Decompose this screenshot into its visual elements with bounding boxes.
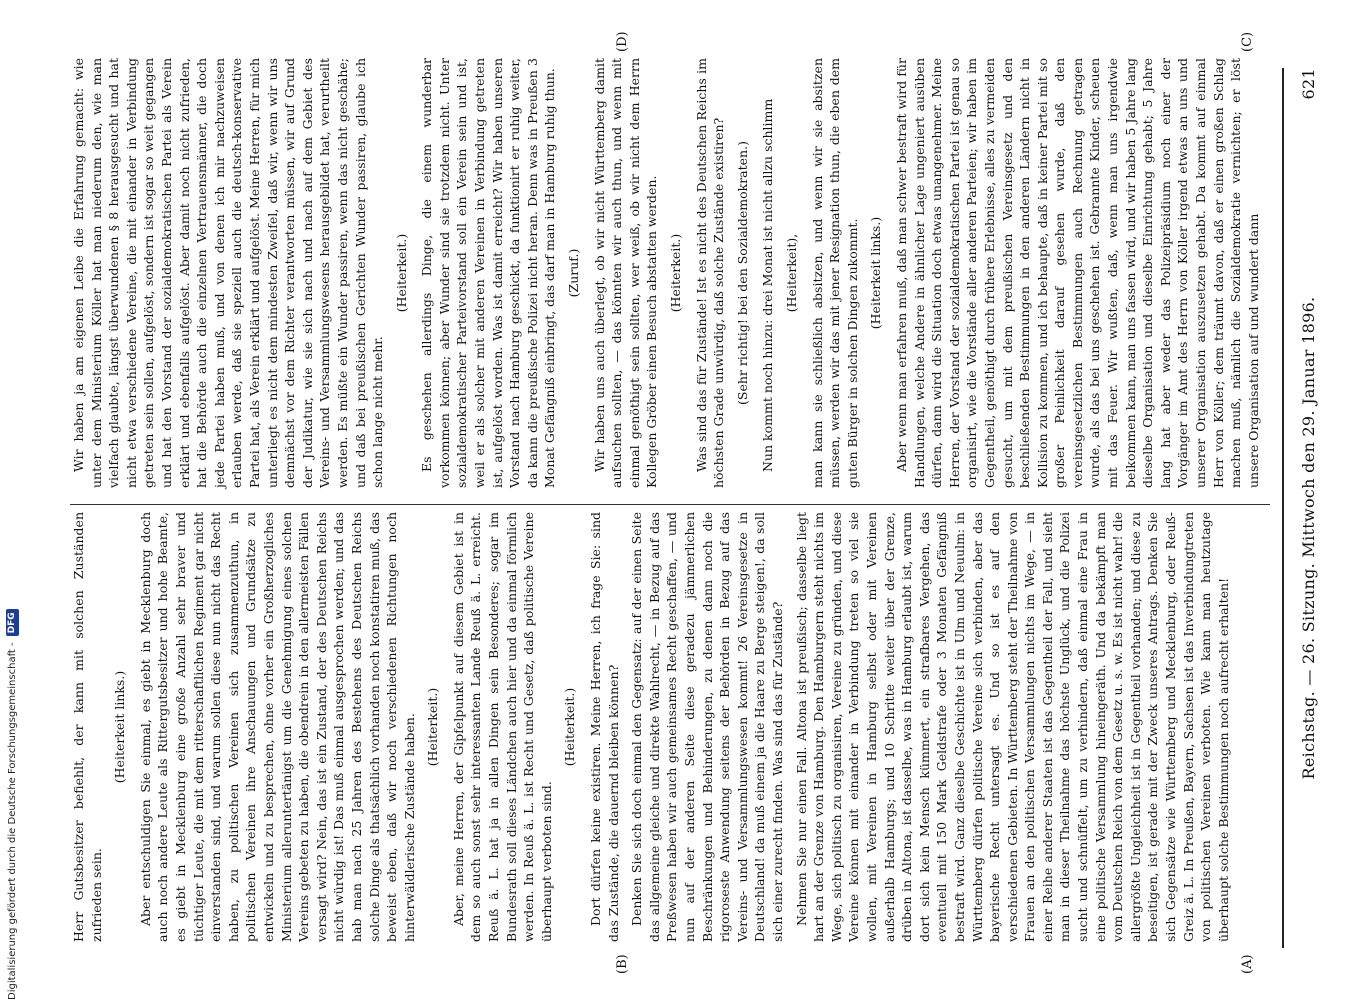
interjection: (Heiterkeit links.)	[868, 216, 884, 330]
margin-marker-b: (B)	[615, 954, 630, 974]
paragraph: Dort dürfen keine existiren. Meine Herren, ich frage Sie: sind das Zustände, die dauernd bleiben können?	[588, 512, 621, 942]
paragraph: Nun kommt noch hinzu: drei Monat ist nicht allzu schlimm	[760, 98, 776, 472]
interjection: (Zuruf.)	[566, 248, 582, 298]
page-number: 621	[1298, 68, 1318, 100]
credit-text: Digitalisierung gefördert durch die Deutsche Forschungsgemeinschaft -	[6, 642, 18, 1000]
paragraph: man kann sie schließlich absitzen, und wenn wir sie absitzen müssen, werden wir das mit jener Resignation thun, die eben dem guten Bürger in solchen Dingen zukommt.	[809, 58, 860, 488]
interjection: (Heiterkeit),	[783, 233, 799, 313]
interjection: (Heiterkeit.)	[425, 687, 441, 767]
paragraph: Nehmen Sie nur einen Fall. Altona ist preußisch; dasselbe liegt hart an der Grenze von Hamburg. Den Hamburgern steht nichts im Wege, sich politisch zu organisiren, Vereine zu gründen, und diese Vereine können mit einander in Verbindung treten so viel sie wollen, mit Vereinen in Hamburg selbst oder mit Vereinen außerhalb Hamburgs; und 10 Schritte weiter über der Grenze, drüben in Altona, ist dasselbe, was in Hamburg erlaubt ist, warum dort sich kein Mensch kümmert, ein strafbares Vergehen, das eventuell mit 150 Mark Geldstrafe oder 3 Monaten Gefängniß bestraft wird. Ganz dieselbe Geschichte ist in Ulm und Neuulm: in Württemberg dürfen politische Vereine sich verbinden, aber das bayerische Recht untersagt es. Und so ist es auf den verschiedenen Gebieten. In Württemberg steht der Theilnahme von Frauen an den politischen Versammlungen nichts im Wege, — in einer Reihe anderer Staaten ist das Gegentheil der Fall, und sieht man in dieser Theilnahme das höchste Unglück, und die Polizei sucht und schnüffelt, um zu verhindern, daß einmal eine Frau in eine politische Versammlung hineingeräth. Und da bekämpft man vom Deutschen Reich von dem Gesetz u. s. w. Es ist nicht wahr! die allergrößte Ungleichheit ist in Gegentheil vorhanden; und diese zu beseitigen, ist gerade mit der Zweck unseres Antrags. Denken Sie sich Gegensätze wie Württemberg und Mecklenburg, oder Reuß-Greiz ä. L. In Preußen, Bayern, Sachsen ist das Inverbindungtreten von politischen Vereinen verboten. Wie kann man heutzutage überhaupt solche Bestimmungen noch aufrecht erhalten!	[793, 512, 1231, 942]
paragraph: Es geschehen allerdings Dinge, die einem wunderbar vorkommen können; aber Wunder sind sie trotzdem nicht. Unter sozialdemokratischer Parteivorstand soll ein Verein sein und ist, weil er als solcher mit anderen Vereinen in Verbindung getreten ist, aufgelöst worden. Was ist damit erreicht? Wir haben unseren Vorstand nach Hamburg geschickt, da funktionirt er ruhig weiter, da kann die preußische Polizei nicht heran. Denn was in Preußen 3 Monat Gefängniß einbringt, das darf man in Hamburg ruhig thun.	[419, 58, 558, 488]
paragraph: Was sind das für Zustände! Ist es nicht des Deutschen Reichs im höchsten Grade unwürdig, daß solche Zustände existiren?	[693, 58, 727, 488]
page-header	[1290, 68, 1326, 948]
paragraph: Aber entschuldigen Sie einmal, es giebt in Mecklenburg doch auch noch andere Leute als Rittergutsbesitzer und hohe Beamte, es giebt in Mecklenburg eine große Anzahl sehr braver und tüchtiger Leute, die mit dem ritterschaftlichen Regiment gar nicht einverstanden sind, und warum sollen diese nun nicht das Recht haben, zu politischen Vereinen sich zusammenzuthun, in politischen Vereinen ihre Anschauungen und Grundsätze zu entwickeln und zu besprechen, ohne vorher ein Großherzogliches Ministerium alleruntertänigst um die Genehmigung eines solchen Vereins gebeten zu haben, die obendrein in den allermeisten Fällen versagt wird? Nein, das ist ein Zustand, der des Deutschen Reichs nicht würdig ist! Das muß einmal ausgesprochen werden; und das hab man nach 25 Jahren des Bestehens des Deutschen Reichs solche Dinge als thatsächlich vorhanden noch konstatiren muß, das beweist eben, daß wir noch verschiedenen Richtungen noch hinterwäldlerische Zustände haben.	[137, 512, 417, 942]
margin-marker-d: (D)	[615, 31, 630, 52]
paragraph: Denken Sie sich doch einmal den Gegensatz: auf der einen Seite das allgemeine gleiche und direkte Wahlrecht, — in Bezug auf das Preßwesen haben wir auch gemeinsames Recht geschaffen, — und nun auf der anderen Seite diese geradezu jämmerlichen Beschränkungen und Behinderungen, zu denen dann noch die rigoroseste Anwendung seitens der Behörden in Bezug auf das Vereins- und Versammlungswesen kommt! 26 Vereinsgesetze in Deutschland! da muß einem ja die Haare zu Berge steigen!, da soll sich einer zurecht finden. Was sind das für Zustände?	[629, 512, 785, 942]
paragraph: Wir haben ja am eigenen Leibe die Erfahrung gemacht: wie unter dem Ministerium Köller hat man niederum den, wie man vielfach glaubte, längst überwundenen § 8 herausgesucht und hat nicht etwa verschiedene Vereine, die mit einander in Verbindung getreten sein sollen, aufgelöst, sondern ist sogar so weit gegangen und hat den Vorstand der sozialdemokratischen Partei als Verein erklärt und ebenfalls aufgelöst. Aber damit noch nicht zufrieden, hat die Behörde auch die einzelnen Vertrauensmänner, die doch jede Partei haben muß, und von denen ich mir nachzuweisen erlauben werde, daß sie speziell auch die deutsch-konservative Partei hat, als Verein erklärt und aufgelöst. Meine Herren, für mich unterliegt es nicht dem mindesten Zweifel, daß wir, wenn wir uns demnächst vor dem Richter verantworten müssen, wir auf Grund der Judikatur, wie sie sich nach und nach auf dem Gebiet des Vereins- und Versammlungswesens herausgebildet hat, verurtheilt werden. Es müßte ein Wunder passiren, wenn das nicht geschähe; und daß bei preußischen Gerichten Wunder passiren, glaube ich schon lange nicht mehr.	[71, 58, 386, 488]
paragraph: Aber wenn man erfahren muß, daß man schwer bestraft wird für Handlungen, welche Andere in ähnlicher Lage ungeniert ausüben dürfen, dann wird die Situation doch etwas unangenehmer. Meine Herren, der Vorstand der sozialdemokratischen Partei ist genau so organisirt, wie die Vorstände aller anderen Parteien; wir haben im Gegentheil, genöthigt durch frühere Erlebnisse, alles zu vermeiden gesucht, um mit dem preußischen Vereinsgesetz und den beschließenden Bestimmungen in den anderen Ländern nicht in Kollision zu kommen, und ich behaupte, daß in keiner Partei mit so großer Peinlichkeit darauf gesehen wurde, daß den vereinsgesetzlichen Bestimmungen auch Rechnung getragen wurde, als das bei uns geschehen ist. Gebrannte Kinder, scheuen mit das Feuer. Wir wußten, daß, wenn man uns irgendwie beikommen kann, man uns fassen wird, und wir haben 5 Jahre lang dieselbe Organisation und dieselbe Einrichtung gehabt; 5 Jahre lang hat aber weder das Polizeipräsidium noch einer der Vorgänger im Amt des Herrn von Köller irgend etwas an uns und unserer Organisation auszusetzen gehabt. Da kommt auf einmal Herr von Köller; dem träumt davon, daß er einen großen Schlag machen muß, nämlich die Sozialdemokratie vernichten; er löst unsere Organisation auf und wundert dann	[893, 58, 1261, 488]
header-rule	[1282, 68, 1284, 948]
right-column	[70, 58, 1270, 488]
running-title: Reichstag. — 26. Sitzung. Mittwoch den 29. Januar 1896.	[1298, 296, 1318, 780]
left-column	[70, 512, 1270, 942]
paragraph: Herr Gutsbesitzer befiehlt, der kann mit solchen Zuständen zufrieden sein.	[71, 512, 104, 942]
margin-marker-a: (A)	[1240, 954, 1255, 974]
column-divider	[70, 504, 1270, 505]
interjection: (Heiterkeit links.)	[112, 670, 128, 784]
margin-marker-c: (C)	[1240, 31, 1255, 52]
paragraph: Aber, meine Herren, der Gipfelpunkt auf diesem Gebiet ist in dem so auch sonst sehr interessanten Lande Reuß ä. L. erreicht. Reuß ä. L. hat ja in allen Dingen sein Besonderes; sogar im Bundesrath soll dieses Ländchen auch hier und da einmal förmlich werden. In Reuß ä. L. ist Recht und Gesetz, daß politische Vereine überhaupt verboten sind.	[450, 512, 554, 942]
interjection: (Heiterkeit.)	[562, 687, 578, 767]
interjection: (Sehr richtig! bei den Sozialdemokraten.)	[734, 141, 750, 405]
dfg-logo: DFG	[6, 609, 19, 636]
interjection: (Heiterkeit.)	[668, 233, 683, 313]
paragraph: Wir haben uns auch überlegt, ob wir nicht Württemberg damit aufsuchen sollten, — das könnten wir auch thun, und wenn mit einmal genöthigt sein sollten, wer weiß, ob wir nicht dem Herrn Kollegen Gröber einen Besuch abstatten werden.	[591, 58, 660, 488]
interjection: (Heiterkeit.)	[393, 233, 409, 313]
